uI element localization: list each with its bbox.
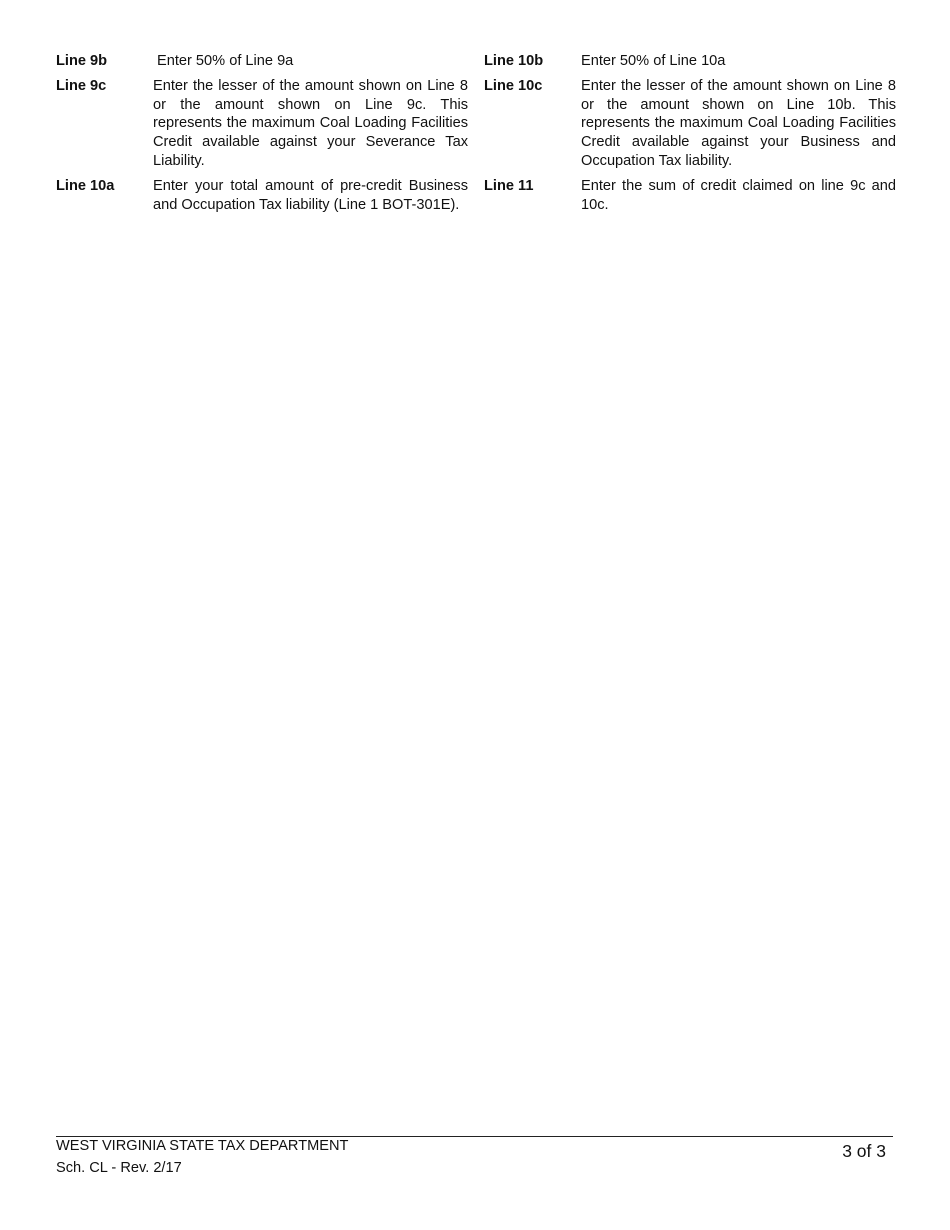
line-label: Line 9b <box>56 53 108 69</box>
instructions-right-column <box>484 52 896 220</box>
line-description: Enter the lesser of the amount shown on Line 8 or the amount shown on Line 9c. This represents the maximum Coal Loading Facilities Credit available against your Severance Tax Liability. <box>153 77 468 169</box>
instruction-line-10c <box>484 77 896 171</box>
instruction-line-10b <box>484 52 896 71</box>
line-label: Line 10a <box>56 177 115 194</box>
line-description: Enter the sum of credit claimed on line 9c and 10c. <box>581 177 896 213</box>
instructions-left-column <box>56 52 468 220</box>
instruction-line-9b <box>56 52 468 71</box>
instruction-line-10a <box>56 177 468 215</box>
page-number: 3 of 3 <box>842 1141 886 1161</box>
line-label: Line 10c <box>484 77 543 94</box>
instruction-line-9c <box>56 77 468 171</box>
line-label: Line 9c <box>56 77 107 94</box>
line-description: Enter 50% of Line 10a <box>581 53 726 69</box>
instruction-line-11 <box>484 177 896 215</box>
line-description: Enter 50% of Line 9a <box>157 53 294 69</box>
line-description: Enter the lesser of the amount shown on Line 8 or the amount shown on Line 10b. This represents the maximum Coal Loading Facilities Credit available against your Business and Occupation Tax liability. <box>581 77 896 169</box>
footer-department: WEST VIRGINIA STATE TAX DEPARTMENT <box>56 1138 349 1154</box>
line-description: Enter your total amount of pre-credit Business and Occupation Tax liability (Line 1 BOT-301E). <box>153 177 468 213</box>
line-label: Line 10b <box>484 53 544 69</box>
footer-revision: Sch. CL - Rev. 2/17 <box>56 1160 182 1176</box>
line-label: Line 11 <box>484 177 534 194</box>
